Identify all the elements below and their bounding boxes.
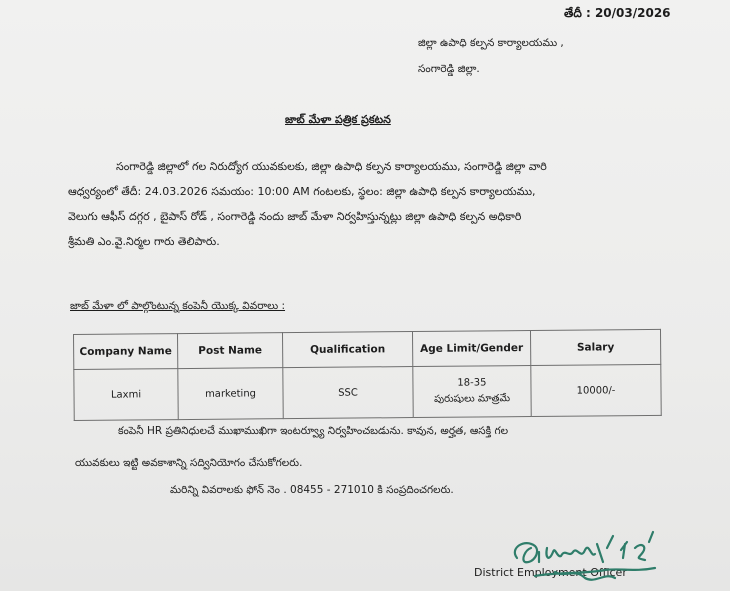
cell-age-gender: [413, 366, 531, 418]
paragraph-line: సంగారెడ్డి జిల్లాలో గల నిరుద్యోగ యువకులకు, జిల్లా ఉపాధి కల్పన కార్యాలయము, సంగారెడ్డి జిల్లా వారి: [116, 160, 547, 173]
office-address-line: జిల్లా ఉపాధి కల్పన కార్యాలయము ,: [418, 37, 564, 49]
cell-gender: పురుషులు మాత్రమే: [434, 393, 511, 405]
paragraph-line: శ్రీమతి ఎం.వై.నిర్మల గారు తెలిపారు.: [68, 235, 220, 248]
cell-company: Laxmi: [74, 369, 178, 421]
cell-post: marketing: [178, 368, 283, 420]
col-header-qualification: Qualification: [282, 332, 412, 368]
col-header-salary: Salary: [530, 329, 660, 365]
col-header-age-gender: Age Limit/Gender: [412, 331, 530, 367]
issue-date: తేదీ : 20/03/2026: [564, 6, 671, 20]
job-details-table: [73, 329, 662, 421]
company-details-heading: జాబ్ మేళా లో పాల్గొంటున్న కంపెనీ యొక్క వివరాలు :: [70, 300, 286, 312]
office-district-line: సంగారెడ్డి జిల్లా.: [418, 63, 480, 75]
table-row: [74, 364, 661, 420]
officer-designation: District Employment Officer: [474, 566, 627, 579]
cell-salary: 10000/-: [531, 364, 661, 416]
announcement-paragraph: [68, 154, 708, 254]
handwritten-signature: [495, 528, 675, 591]
opportunity-note: యువకులు ఇట్టి అవకాశాన్ని సద్వినియోగం చేసుకోగలరు.: [75, 457, 303, 469]
contact-phone-line: మరిన్ని వివరాలకు ఫోన్ నెం . 08455 - 271010 కి సంప్రదించగలరు.: [170, 484, 454, 496]
cell-age: 18-35: [457, 377, 487, 389]
paragraph-line: ఆధ్వర్యంలో తేదీ: 24.03.2026 సమయం: 10:00 AM గంటలకు, స్థలం: జిల్లా ఉపాధి కల్పన కార్యాలయము,: [68, 185, 536, 198]
cell-qualification: SSC: [283, 367, 413, 419]
table-header-row: [74, 329, 661, 369]
col-header-post: Post Name: [178, 333, 283, 369]
col-header-company: Company Name: [74, 334, 178, 370]
notice-title: జాబ్ మేళా పత్రిక ప్రకటన: [285, 113, 391, 126]
paragraph-line: వెలుగు ఆఫీస్ దగ్గర , బైపాస్ రోడ్ , సంగారెడ్డి నందు జాబ్ మేళా నిర్వహిస్తున్నట్లు జిల్లా ఉపాధి కల్పన అధికారి: [68, 210, 522, 223]
interview-note: కంపెనీ HR ప్రతినిధులచే ముఖాముఖిగా ఇంటర్వ్యూ నిర్వహించబడును. కావున, అర్హత, ఆసక్తి గల: [118, 425, 509, 437]
